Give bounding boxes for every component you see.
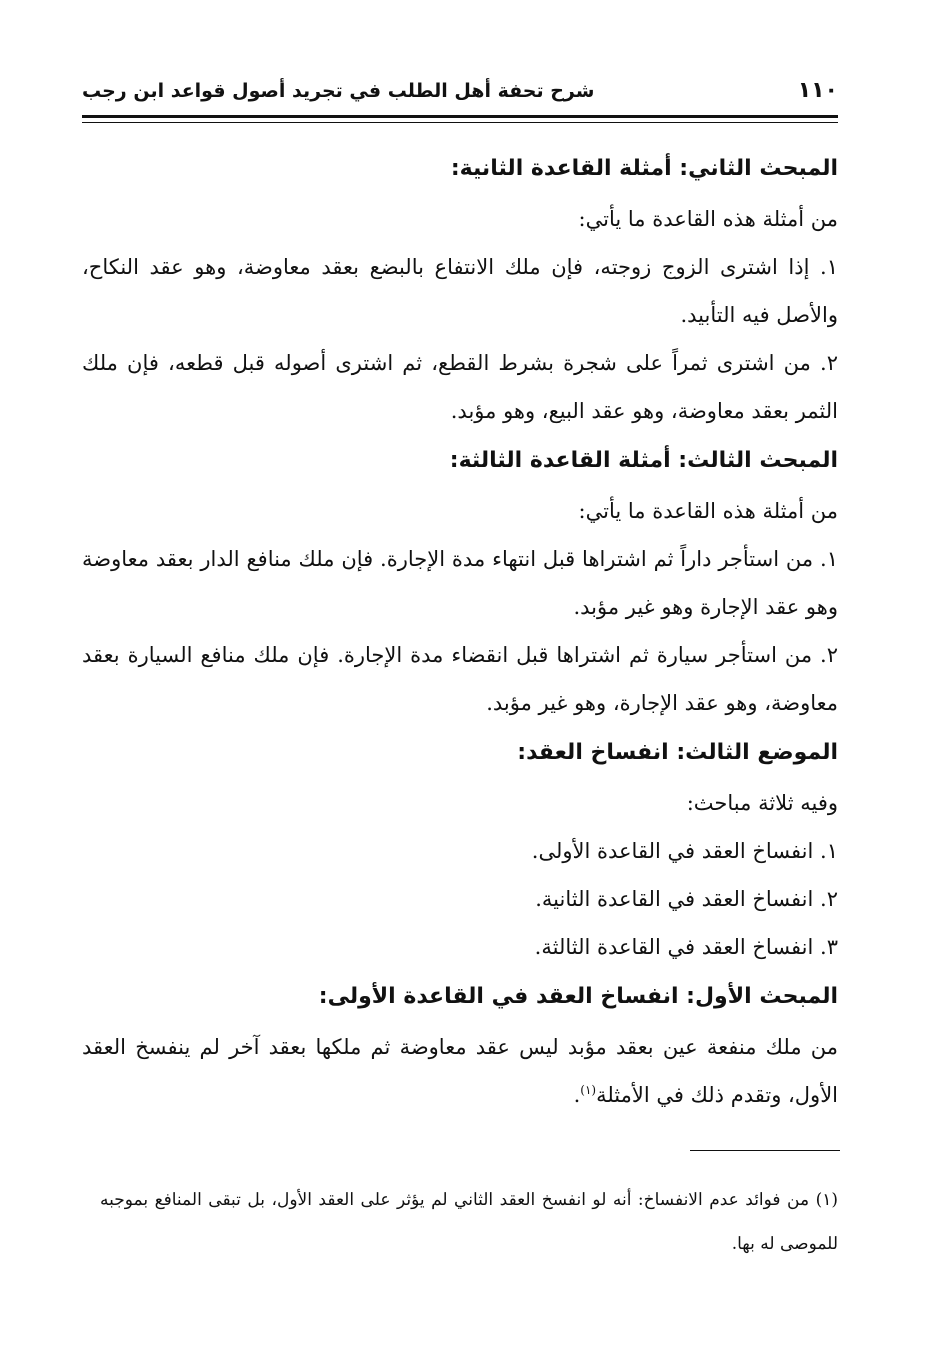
- paragraph-example-3-1: ١. من استأجر داراً ثم اشتراها قبل انتهاء مدة الإجارة. فإن ملك منافع الدار بعقد معاوضة وهو عقد الإجارة وهو غير مؤبد.: [82, 547, 838, 619]
- paragraph-intro-2: من أمثلة هذه القاعدة ما يأتي:: [578, 207, 838, 231]
- header-rule-thick: [82, 115, 838, 118]
- list-item: ٣. انفساخ العقد في القاعدة الثالثة.: [534, 935, 838, 959]
- topic-heading-3: الموضع الثالث: انفساخ العقد:: [517, 740, 838, 765]
- footnotes: [100, 1178, 838, 1266]
- paragraph-example-2-1: ١. إذا اشترى الزوج زوجته، فإن ملك الانتفاع بالبضع بعقد معاوضة، وهو عقد النكاح، والأصل فيه التأبيد.: [82, 255, 838, 327]
- paragraph-example-3-2: ٢. من استأجر سيارة ثم اشتراها قبل انقضاء مدة الإجارة. فإن ملك منافع السيارة بعقد معاوضة، وهو عقد الإجارة، وهو غير مؤبد.: [82, 643, 838, 715]
- paragraph-rule-1-text: من ملك منفعة عين بعقد مؤبد ليس عقد معاوضة ثم ملكها بعقد آخر لم ينفسخ العقد الأول، وتقدم ذلك في الأمثلة: [82, 1035, 838, 1107]
- paragraph-intro-3: من أمثلة هذه القاعدة ما يأتي:: [578, 499, 838, 523]
- main-text: [82, 143, 838, 1119]
- section-heading-2: المبحث الثاني: أمثلة القاعدة الثانية:: [450, 156, 838, 181]
- footnote-1: (١) من فوائد عدم الانفساخ: أنه لو انفسخ العقد الثاني لم يؤثر على العقد الأول، بل تبقى المنافع بموجبه للموصى له بها.: [100, 1190, 838, 1254]
- footnote-separator: [690, 1150, 840, 1151]
- list-item: ٢. انفساخ العقد في القاعدة الثانية.: [535, 887, 838, 911]
- running-header: [82, 78, 838, 112]
- paragraph-topics-intro: وفيه ثلاثة مباحث:: [686, 791, 838, 815]
- paragraph-rule-1: [82, 1023, 838, 1119]
- book-title: شرح تحفة أهل الطلب في تجريد أصول قواعد ابن رجب: [82, 80, 595, 102]
- footnote-ref-1[interactable]: (١): [580, 1083, 597, 1097]
- paragraph-example-2-2: ٢. من اشترى ثمراً على شجرة بشرط القطع، ثم اشترى أصوله قبل قطعه، فإن ملك الثمر بعقد معاوضة، وهو عقد البيع، وهو مؤبد.: [82, 351, 838, 423]
- list-item: ١. انفساخ العقد في القاعدة الأولى.: [531, 839, 838, 863]
- section-heading-3: المبحث الثالث: أمثلة القاعدة الثالثة:: [449, 448, 838, 473]
- page-number: ١١٠: [797, 78, 838, 103]
- paragraph-rule-1-end: .: [573, 1083, 581, 1107]
- header-rule-thin: [82, 122, 838, 123]
- section-heading-1: المبحث الأول: انفساخ العقد في القاعدة الأولى:: [318, 984, 838, 1009]
